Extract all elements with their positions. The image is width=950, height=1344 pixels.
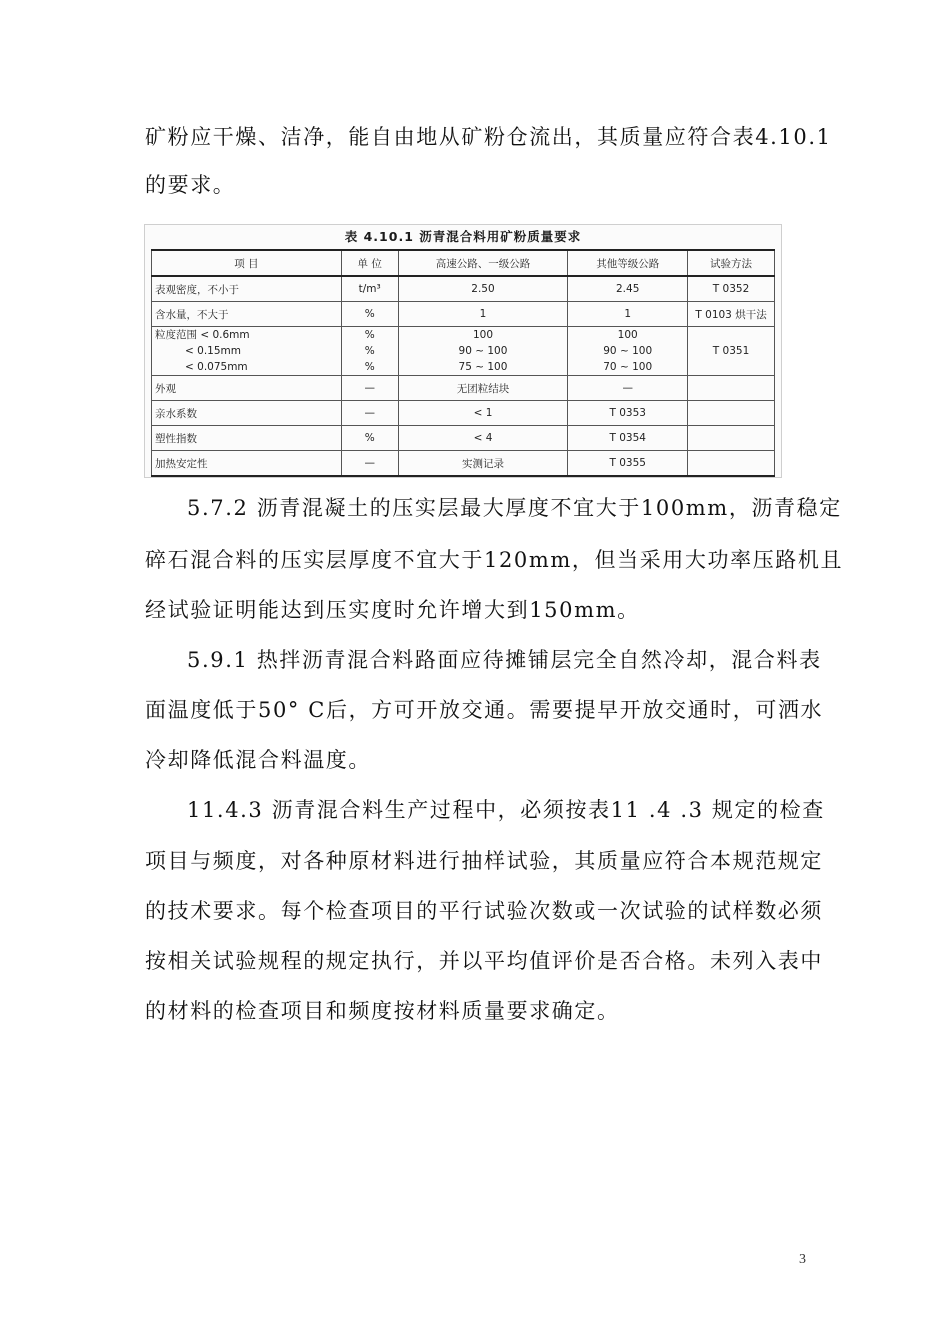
- header-highway: 高速公路、一级公路: [398, 250, 568, 276]
- cell-highway: < 4: [398, 426, 568, 451]
- cell-item: 表观密度，不小于: [152, 276, 342, 302]
- table-header-row: [152, 250, 775, 276]
- cell-highway: 1: [398, 302, 568, 327]
- cell-highway: 实测记录: [398, 451, 568, 477]
- header-method: 试验方法: [688, 250, 775, 276]
- paragraph-5-7-2-line-3: 经试验证明能达到压实度时允许增大到150mm。: [145, 598, 640, 622]
- cell-unit: %: [341, 302, 398, 327]
- table-row: [152, 401, 775, 426]
- cell-method: T 0352: [688, 276, 775, 302]
- grading-item: < 0.075mm: [185, 361, 248, 373]
- cell-unit: —: [341, 376, 398, 401]
- cell-other: T 0353: [568, 401, 688, 426]
- cell-method: [688, 451, 775, 477]
- grading-unit: %: [364, 361, 375, 373]
- cell-other: T 0354: [568, 426, 688, 451]
- cell-unit: [341, 327, 398, 376]
- paragraph-11-4-3-line-2: 项目与频度，对各种原材料进行抽样试验，其质量应符合本规范规定: [145, 849, 823, 873]
- grading-other: 100: [617, 329, 638, 341]
- spec-table-figure: [144, 224, 782, 478]
- paragraph-5-9-1-line-3: 冷却降低混合料温度。: [145, 748, 371, 772]
- cell-method: T 0103 烘干法: [688, 302, 775, 327]
- mineral-powder-spec-table: [151, 249, 775, 477]
- paragraph-5-7-2-line-1: 5.7.2 沥青混凝土的压实层最大厚度不宜大于100mm，沥青稳定: [187, 496, 842, 520]
- cell-unit: —: [341, 451, 398, 477]
- paragraph-11-4-3-line-1: 11.4.3 沥青混合料生产过程中，必须按表11 .4 .3 规定的检查: [187, 798, 825, 822]
- cell-method: [688, 401, 775, 426]
- cell-item: 塑性指数: [152, 426, 342, 451]
- header-unit: 单 位: [341, 250, 398, 276]
- table-row: [152, 302, 775, 327]
- cell-other: —: [568, 376, 688, 401]
- intro-line-2: 的要求。: [145, 173, 236, 197]
- grading-highway: 75 ~ 100: [458, 361, 508, 373]
- cell-highway: < 1: [398, 401, 568, 426]
- cell-unit: %: [341, 426, 398, 451]
- header-other: 其他等级公路: [568, 250, 688, 276]
- cell-item: [152, 327, 342, 376]
- cell-highway: 2.50: [398, 276, 568, 302]
- table-row: [152, 376, 775, 401]
- paragraph-5-9-1-line-2: 面温度低于50° C后，方可开放交通。需要提早开放交通时，可洒水: [145, 698, 824, 722]
- cell-other: 2.45: [568, 276, 688, 302]
- paragraph-11-4-3-line-5: 的材料的检查项目和频度按材料质量要求确定。: [145, 999, 620, 1023]
- grading-other: 90 ~ 100: [603, 345, 653, 357]
- paragraph-11-4-3-line-4: 按相关试验规程的规定执行，并以平均值评价是否合格。未列入表中: [145, 949, 823, 973]
- cell-method: [688, 426, 775, 451]
- grading-other: 70 ~ 100: [603, 361, 653, 373]
- grading-highway: 90 ~ 100: [458, 345, 508, 357]
- grading-unit: %: [364, 345, 375, 357]
- table-row: [152, 276, 775, 302]
- grading-highway: 100: [472, 329, 493, 341]
- header-item: 项 目: [152, 250, 342, 276]
- table-row-grading: [152, 327, 775, 376]
- cell-other: 1: [568, 302, 688, 327]
- cell-unit: t/m³: [341, 276, 398, 302]
- table-title: 表 4.10.1 沥青混合料用矿粉质量要求: [344, 229, 582, 244]
- page-number: 3: [799, 1252, 806, 1267]
- cell-item: 亲水系数: [152, 401, 342, 426]
- cell-method: [688, 376, 775, 401]
- grading-unit: %: [364, 329, 375, 341]
- cell-method: T 0351: [688, 327, 775, 376]
- cell-highway: [398, 327, 568, 376]
- paragraph-11-4-3-line-3: 的技术要求。每个检查项目的平行试验次数或一次试验的试样数必须: [145, 899, 823, 923]
- cell-item: 外观: [152, 376, 342, 401]
- cell-unit: —: [341, 401, 398, 426]
- table-row: [152, 451, 775, 477]
- cell-other: T 0355: [568, 451, 688, 477]
- intro-line-1: 矿粉应干燥、洁净，能自由地从矿粉仓流出，其质量应符合表4.10.1: [145, 125, 832, 149]
- cell-item: 加热安定性: [152, 451, 342, 477]
- paragraph-5-7-2-line-2: 碎石混合料的压实层厚度不宜大于120mm，但当采用大功率压路机且: [145, 548, 844, 572]
- table-row: [152, 426, 775, 451]
- cell-other: [568, 327, 688, 376]
- cell-item: 含水量，不大于: [152, 302, 342, 327]
- grading-item: < 0.15mm: [185, 345, 241, 357]
- grading-item: 粒度范围 < 0.6mm: [155, 329, 250, 341]
- cell-merged: 无团粒结块: [398, 376, 568, 401]
- paragraph-5-9-1-line-1: 5.9.1 热拌沥青混合料路面应待摊铺层完全自然冷却，混合料表: [187, 648, 822, 672]
